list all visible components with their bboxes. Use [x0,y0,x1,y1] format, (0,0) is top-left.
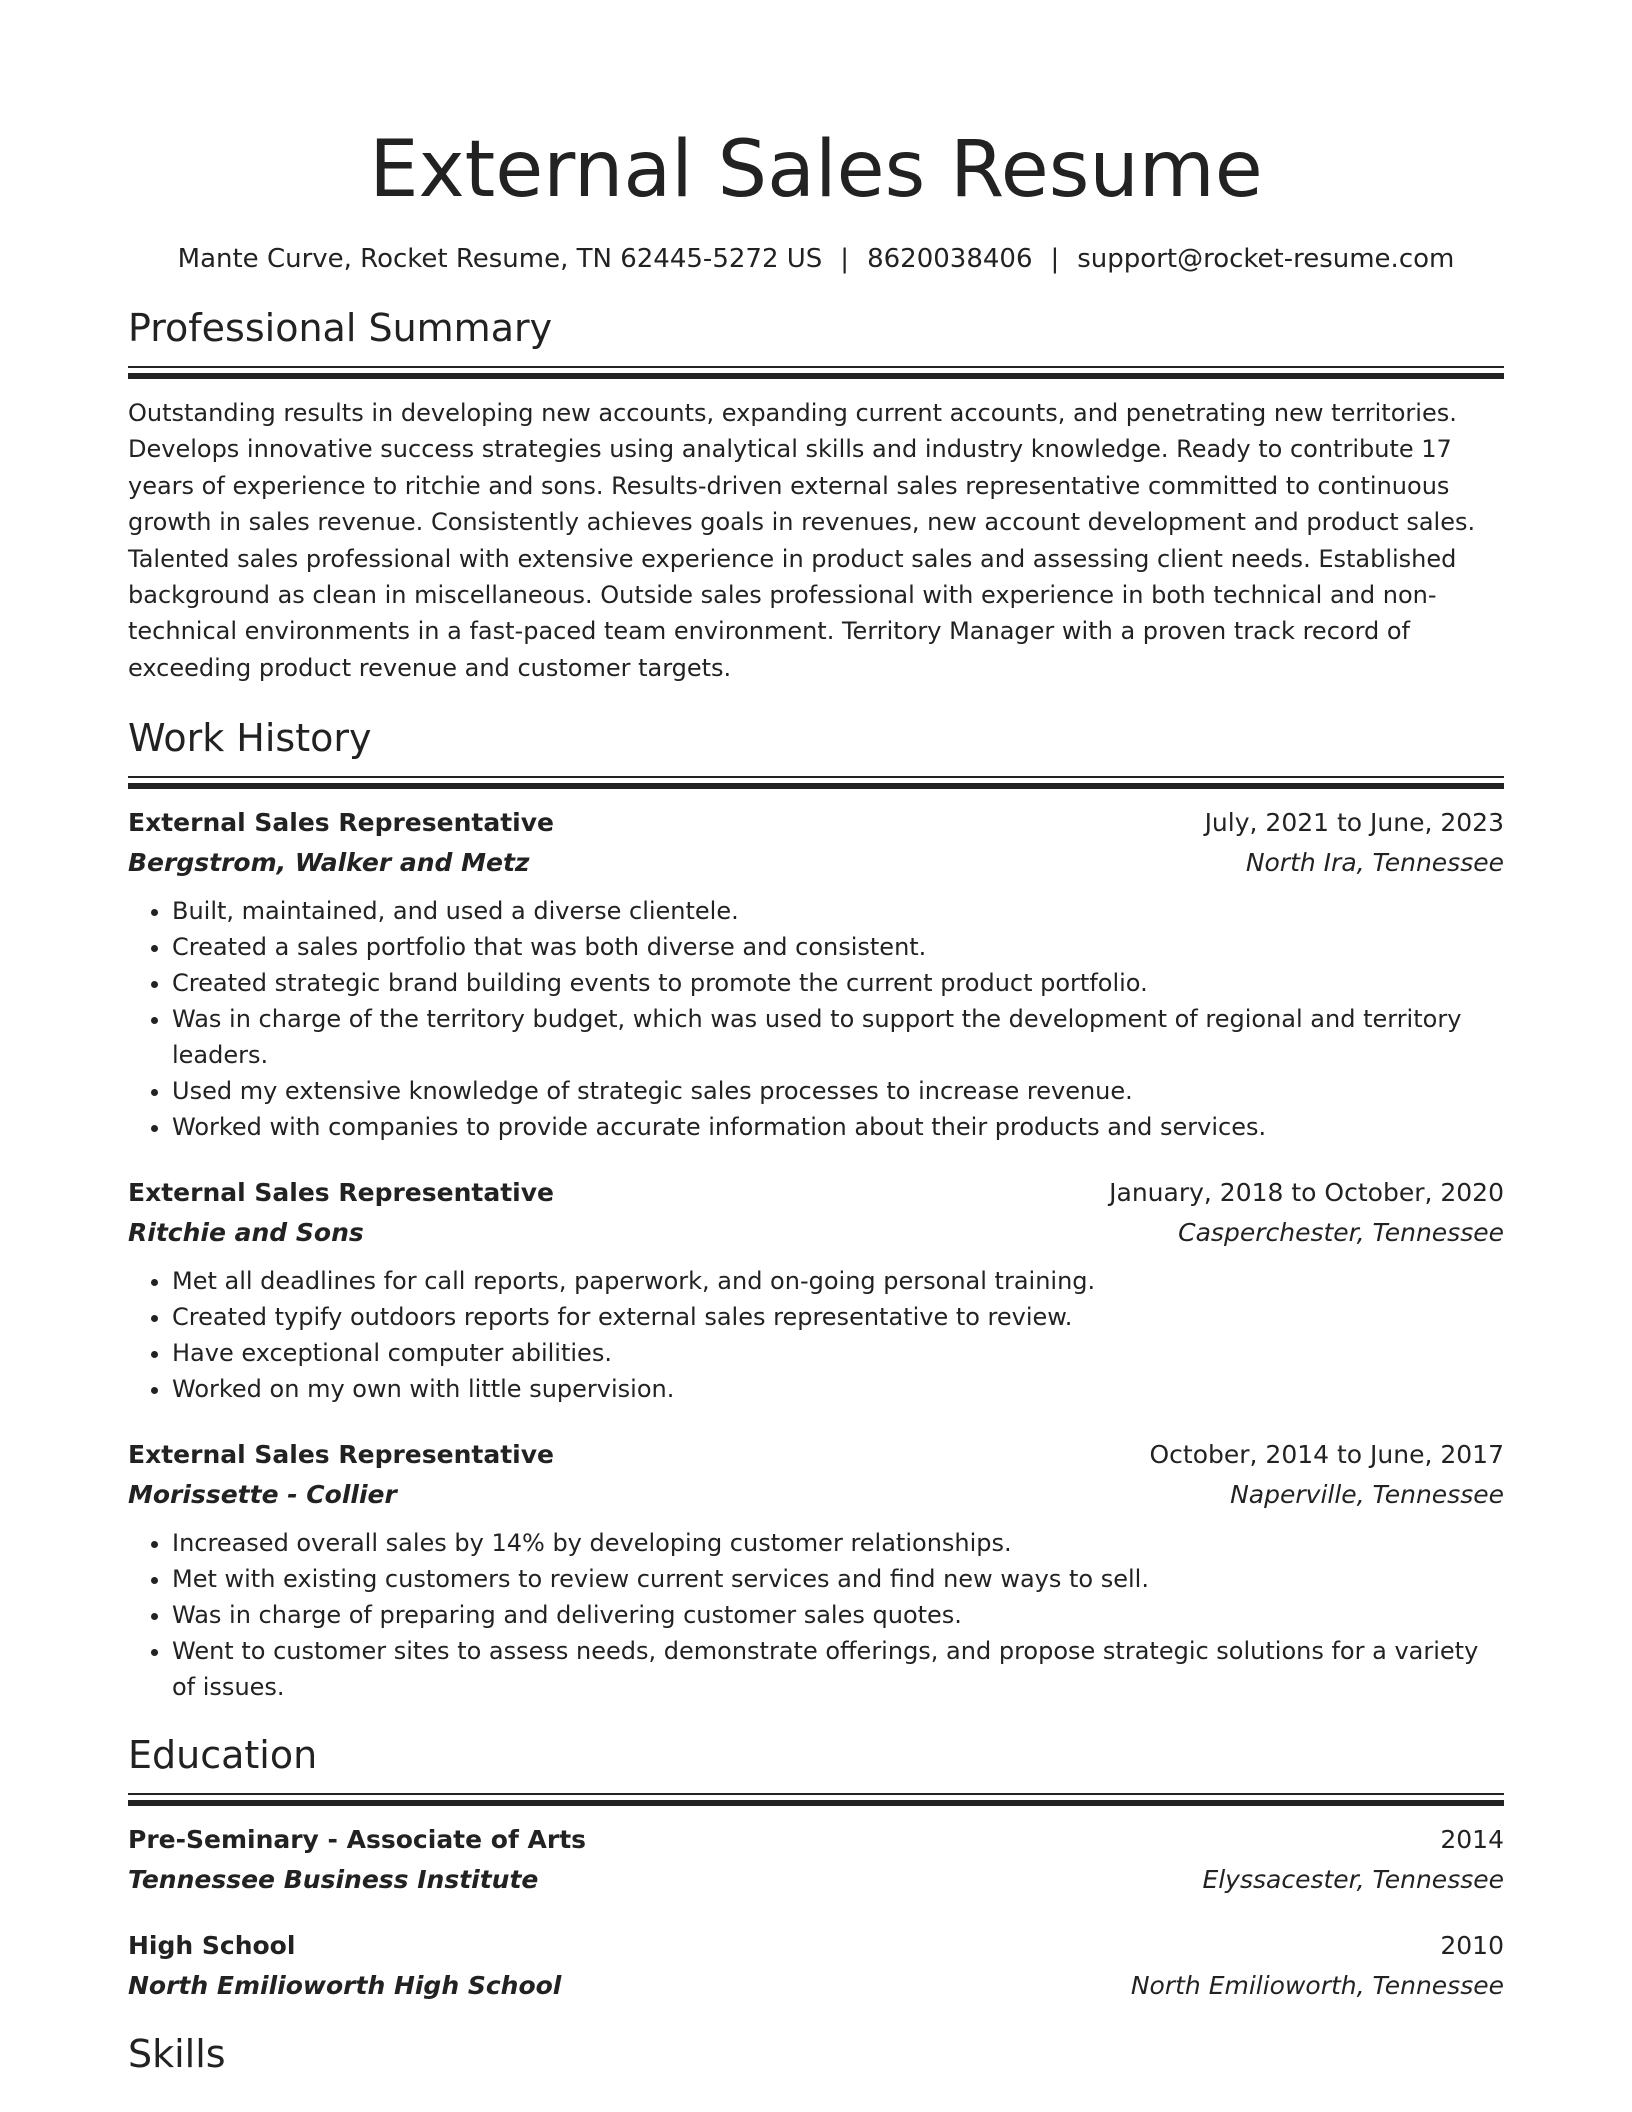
list-item: • Have exceptional computer abilities. [172,1335,1504,1371]
list-item: • Created strategic brand building events to promote the current product portfolio. [172,965,1504,1001]
contact-address: Mante Curve, Rocket Resume, TN 62445-5272 US [177,244,823,274]
job-company: Bergstrom, Walker and Metz [128,848,530,878]
job-entry [128,1437,1504,1705]
job-location: Casperchester, Tennessee [1178,1218,1504,1248]
list-item: • Increased overall sales by 14% by developing customer relationships. [172,1525,1504,1561]
list-item: • Created a sales portfolio that was both diverse and consistent. [172,929,1504,965]
section-rule [128,776,1504,778]
list-item: • Went to customer sites to assess needs, demonstrate offerings, and propose strategic solutions for a variety of issues. [172,1633,1504,1705]
contact-separator: | [840,244,850,274]
education-year: 2014 [1440,1825,1504,1855]
work-history-section [128,714,1504,1705]
list-item: • Worked with companies to provide accurate information about their products and services. [172,1109,1504,1145]
list-item: • Worked on my own with little supervision. [172,1371,1504,1407]
job-title: External Sales Representative [128,1440,554,1470]
job-bullets [128,1263,1504,1407]
job-company: Ritchie and Sons [128,1218,364,1248]
list-item: • Created typify outdoors reports for external sales representative to review. [172,1299,1504,1335]
job-location: Naperville, Tennessee [1230,1480,1504,1510]
summary-text: Outstanding results in developing new accounts, expanding current accounts, and penetrating new territories. Develops innovative success strategies using analytical skills and industry knowledge. Ready to contribute 17 years of experience to ritchie and sons. Results-driven external sales representative committed to continuous growth in sales revenue. Consistently achieves goals in revenues, new account development and product sales. Talented sales professional with extensive experience in product sales and assessing client needs. Established background as clean in miscellaneous. Outside sales professional with experience in both technical and non-technical environments in a fast-paced team environment. Territory Manager with a proven track record of exceeding product revenue and customer targets. [128,399,1476,682]
section-rule [128,783,1504,789]
section-rule [128,1793,1504,1795]
list-item: • Used my extensive knowledge of strategic sales processes to increase revenue. [172,1073,1504,1109]
section-heading-education: Education [128,1733,318,1778]
education-entry [128,1928,1504,2004]
job-bullets [128,1525,1504,1705]
contact-email: support@rocket-resume.com [1077,244,1455,274]
job-company: Morissette - Collier [128,1480,397,1510]
education-degree: High School [128,1931,296,1961]
education-degree: Pre-Seminary - Associate of Arts [128,1825,587,1855]
section-rule [128,373,1504,379]
section-heading-summary: Professional Summary [128,306,553,350]
summary-section [128,304,1504,686]
job-bullets [128,893,1504,1145]
list-item: • Was in charge of the territory budget, which was used to support the development of regional and territory leaders. [172,1001,1504,1073]
job-location: North Ira, Tennessee [1245,848,1504,878]
education-location: Elyssacester, Tennessee [1202,1865,1504,1895]
education-section [128,1731,1504,2004]
education-entry [128,1822,1504,1898]
section-rule [128,366,1504,368]
job-title: External Sales Representative [128,1178,554,1208]
section-heading-skills: Skills [128,2032,226,2077]
job-entry [128,1175,1504,1407]
skills-section [128,2030,1504,2078]
resume-title: External Sales Resume [369,125,1263,215]
list-item: • Met all deadlines for call reports, paperwork, and on-going personal training. [172,1263,1504,1299]
list-item: • Was in charge of preparing and delivering customer sales quotes. [172,1597,1504,1633]
contact-line [128,242,1504,276]
job-dates: January, 2018 to October, 2020 [1109,1178,1504,1208]
job-dates: July, 2021 to June, 2023 [1204,808,1504,838]
education-school: Tennessee Business Institute [128,1865,539,1895]
education-location: North Emilioworth, Tennessee [1130,1971,1504,2001]
section-rule [128,1800,1504,1806]
education-school: North Emilioworth High School [128,1971,562,2001]
contact-separator: | [1050,244,1060,274]
job-entry [128,805,1504,1145]
job-title: External Sales Representative [128,808,554,838]
contact-phone: 8620038406 [867,244,1033,274]
list-item: • Built, maintained, and used a diverse clientele. [172,893,1504,929]
job-dates: October, 2014 to June, 2017 [1149,1440,1504,1470]
resume-page [128,0,1504,2078]
education-year: 2010 [1440,1931,1504,1961]
section-heading-work-history: Work History [128,716,372,761]
list-item: • Met with existing customers to review current services and find new ways to sell. [172,1561,1504,1597]
